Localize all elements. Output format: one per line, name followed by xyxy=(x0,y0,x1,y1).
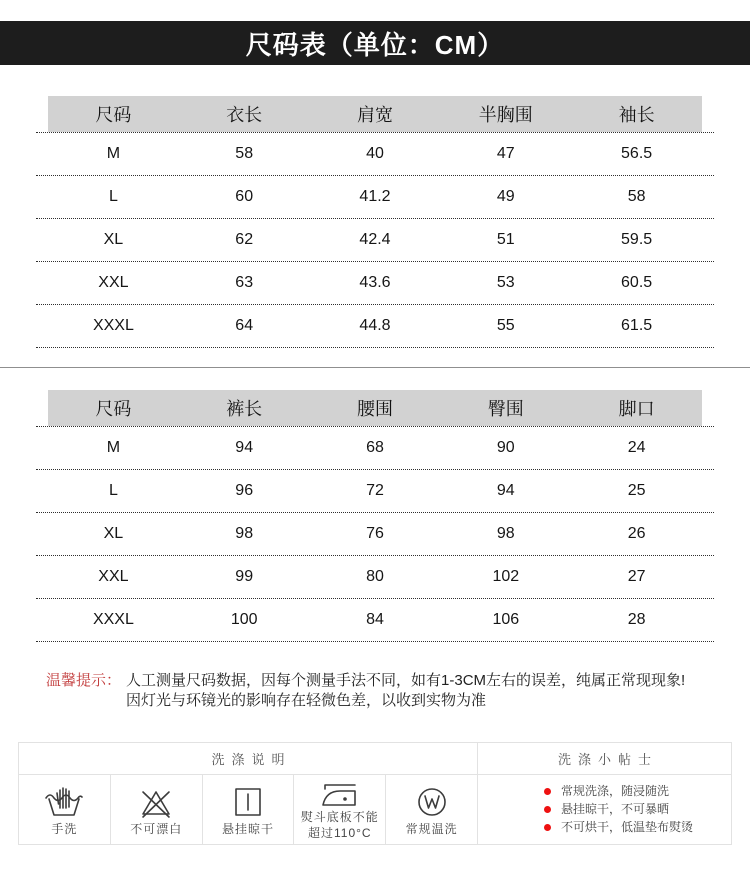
column-header-size: 尺码 xyxy=(95,399,132,419)
size-cell: XXL xyxy=(98,568,129,585)
notice-line-1: 人工测量尺码数据，因每个测量手法不同，如有1-3CM左右的误差，纯属正常现现象! xyxy=(126,672,686,689)
value-cell: 55 xyxy=(496,317,515,334)
table-row xyxy=(48,470,702,512)
size-cell: XXXL xyxy=(92,317,134,334)
value-cell: 72 xyxy=(366,482,384,499)
size-cell: L xyxy=(108,482,118,499)
notice-label: 温馨提示： xyxy=(46,672,122,689)
value-cell: 90 xyxy=(496,439,515,456)
column-header-sleeve-length: 袖长 xyxy=(618,105,655,125)
care-symbol-cell xyxy=(386,775,477,844)
value-cell: 26 xyxy=(627,525,646,542)
value-cell: 94 xyxy=(235,439,254,456)
value-cell: 98 xyxy=(496,525,515,542)
size-cell: XXL xyxy=(98,274,129,291)
care-tip-text: 悬挂晾干，不可暴晒 xyxy=(561,802,670,816)
table-row xyxy=(48,513,702,555)
value-cell: 60 xyxy=(235,188,254,205)
no-bleach-icon xyxy=(136,784,176,820)
table-row xyxy=(48,427,702,469)
value-cell: 41.2 xyxy=(359,188,391,205)
value-cell: 60.5 xyxy=(621,274,653,291)
care-tip-item xyxy=(544,803,731,816)
care-symbol-cell xyxy=(294,775,386,844)
red-bullet-icon xyxy=(544,824,551,831)
care-body-row xyxy=(19,775,731,844)
value-cell: 28 xyxy=(627,611,646,628)
red-bullet-icon xyxy=(544,788,551,795)
care-symbol-label: 手洗 xyxy=(51,821,78,836)
care-symbol-cell xyxy=(19,775,111,844)
value-cell: 56.5 xyxy=(621,145,653,162)
size-cell: M xyxy=(106,439,121,456)
table-row xyxy=(48,305,702,347)
value-cell: 24 xyxy=(627,439,646,456)
table-header-row xyxy=(48,96,702,132)
machine-wash-icon xyxy=(412,784,452,820)
care-symbol-cell xyxy=(111,775,203,844)
size-cell: XL xyxy=(103,231,124,248)
page-title: 尺码表（单位：CM） xyxy=(245,29,505,60)
value-cell: 106 xyxy=(492,611,520,628)
column-header-garment-length: 衣长 xyxy=(226,105,263,125)
column-header-pant-length: 裤长 xyxy=(226,399,263,419)
care-symbol-label: 熨斗底板不能 xyxy=(300,809,379,824)
size-table-tops xyxy=(48,96,702,348)
table-row xyxy=(48,219,702,261)
care-instructions-header: 洗涤说明 xyxy=(19,743,478,774)
column-header-shoulder-width: 肩宽 xyxy=(356,105,393,125)
care-tip-item xyxy=(544,785,731,798)
care-symbol-label: 不可漂白 xyxy=(130,821,183,836)
size-cell: L xyxy=(108,188,118,205)
value-cell: 59.5 xyxy=(621,231,653,248)
column-header-hip: 臀围 xyxy=(487,399,524,419)
table-divider xyxy=(0,367,750,368)
size-cell: M xyxy=(106,145,121,162)
value-cell: 42.4 xyxy=(359,231,391,248)
care-tips-list xyxy=(478,775,731,844)
value-cell: 53 xyxy=(496,274,515,291)
notice-line-2: 因灯光与环镜光的影响存在轻微色差，以收到实物为准 xyxy=(126,692,487,709)
column-header-size: 尺码 xyxy=(95,105,132,125)
hand-wash-icon xyxy=(44,784,84,820)
notice-text xyxy=(126,671,685,711)
care-tips-header: 洗涤小帖士 xyxy=(557,752,658,767)
care-symbol-label: 常规温洗 xyxy=(405,821,458,836)
care-tip-item xyxy=(544,821,731,834)
care-symbol-label-line2: 超过110°C xyxy=(307,825,372,840)
value-cell: 68 xyxy=(366,439,384,456)
table-row xyxy=(48,176,702,218)
care-symbol-cell xyxy=(203,775,295,844)
size-cell: XXXL xyxy=(92,611,134,628)
column-header-leg-opening: 脚口 xyxy=(618,399,655,419)
hang-dry-icon xyxy=(228,784,268,820)
column-header-waist: 腰围 xyxy=(356,399,393,419)
table-header-row xyxy=(48,390,702,426)
column-header-half-bust: 半胸围 xyxy=(478,105,533,125)
value-cell: 84 xyxy=(366,611,384,628)
value-cell: 102 xyxy=(492,568,520,585)
care-header-row xyxy=(19,743,731,775)
value-cell: 58 xyxy=(627,188,646,205)
value-cell: 99 xyxy=(235,568,254,585)
value-cell: 96 xyxy=(235,482,254,499)
row-divider xyxy=(36,347,714,348)
care-symbol-cells xyxy=(19,775,478,844)
value-cell: 76 xyxy=(366,525,384,542)
value-cell: 100 xyxy=(230,611,258,628)
notice xyxy=(46,671,750,711)
value-cell: 94 xyxy=(496,482,515,499)
row-divider xyxy=(36,641,714,642)
value-cell: 43.6 xyxy=(359,274,391,291)
care-symbol-label: 悬挂晾干 xyxy=(221,821,274,836)
table-row xyxy=(48,262,702,304)
value-cell: 44.8 xyxy=(359,317,391,334)
red-bullet-icon xyxy=(544,806,551,813)
value-cell: 62 xyxy=(235,231,254,248)
value-cell: 51 xyxy=(496,231,515,248)
size-cell: XL xyxy=(103,525,124,542)
care-tip-text: 常规洗涤，随浸随洗 xyxy=(561,784,670,798)
care-tip-text: 不可烘干，低温垫布熨烫 xyxy=(561,820,694,834)
care-box xyxy=(18,742,732,845)
value-cell: 40 xyxy=(366,145,384,162)
value-cell: 58 xyxy=(235,145,254,162)
table-row xyxy=(48,599,702,641)
value-cell: 27 xyxy=(627,568,646,585)
value-cell: 64 xyxy=(235,317,254,334)
size-table-pants xyxy=(48,390,702,642)
value-cell: 49 xyxy=(496,188,515,205)
value-cell: 47 xyxy=(496,145,515,162)
size-chart-title-bar xyxy=(0,21,750,65)
value-cell: 63 xyxy=(235,274,254,291)
value-cell: 80 xyxy=(366,568,384,585)
table-row xyxy=(48,133,702,175)
value-cell: 25 xyxy=(627,482,646,499)
value-cell: 61.5 xyxy=(621,317,653,334)
value-cell: 98 xyxy=(235,525,254,542)
table-row xyxy=(48,556,702,598)
iron-max-110-icon xyxy=(320,780,360,808)
